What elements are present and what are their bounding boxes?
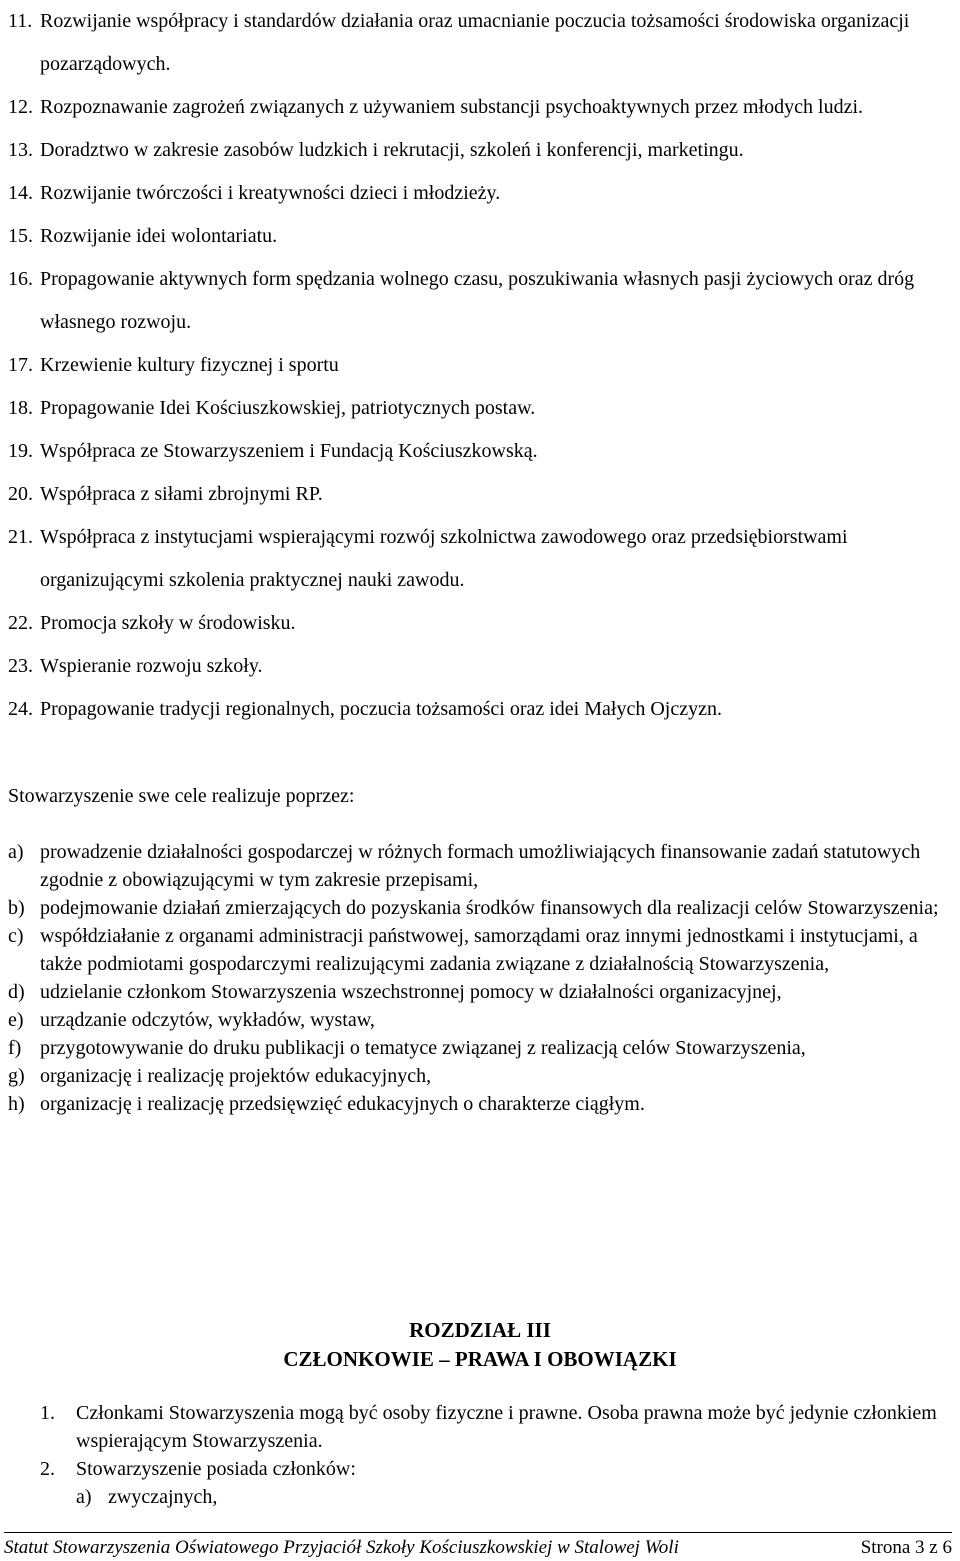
list-marker: 24. (8, 698, 33, 720)
list-item (8, 387, 953, 430)
list-item-text: Stowarzyszenie posiada członków: (76, 1458, 356, 1480)
list-marker: 16. (8, 268, 33, 290)
list-item (8, 645, 953, 688)
list-marker: d) (8, 981, 25, 1003)
list-item (8, 1062, 953, 1090)
list-item-text: organizację i realizację projektów edukacyjnych, (40, 1065, 432, 1087)
list-item (8, 172, 953, 215)
list-item-text: Współpraca z siłami zbrojnymi RP. (40, 483, 323, 505)
list-item (8, 215, 953, 258)
list-item-text: organizację i realizację przedsięwzięć edukacyjnych o charakterze ciągłym. (40, 1093, 645, 1115)
list-marker: 11. (8, 10, 33, 32)
chapter-number: ROZDZIAŁ III (409, 1318, 551, 1342)
list-marker: 23. (8, 655, 33, 677)
list-item (8, 602, 953, 645)
list-marker: f) (8, 1037, 22, 1059)
list-marker: a) (8, 841, 24, 863)
list-item-text: udzielanie członkom Stowarzyszenia wszechstronnej pomocy w działalności organizacyjnej, (40, 981, 782, 1003)
list-item (8, 688, 953, 731)
list-item (8, 430, 953, 473)
list-item-text: urządzanie odczytów, wykładów, wystaw, (40, 1009, 375, 1031)
list-item (8, 978, 953, 1006)
list-item (40, 1399, 958, 1455)
list-item-text: Rozwijanie współpracy i standardów działania oraz umacnianie poczucia tożsamości środowiska organizacji pozarządowych. (40, 10, 910, 75)
list-marker: 21. (8, 526, 33, 548)
list-marker: 15. (8, 225, 33, 247)
goals-list (8, 0, 953, 731)
means-intro: Stowarzyszenie swe cele realizuje poprzez: (8, 785, 355, 807)
list-marker: h) (8, 1093, 25, 1115)
list-marker: 14. (8, 182, 33, 204)
list-marker: 18. (8, 397, 33, 419)
means-list (8, 838, 953, 1118)
list-item-text: współdziałanie z organami administracji państwowej, samorządami oraz innymi jednostkami i instytucjami, a także podmiotami gospodarczymi realizującymi zadania związane z działalnością Stowarzyszenia, (40, 925, 918, 975)
list-item (40, 1455, 958, 1483)
list-item (8, 516, 953, 602)
list-marker: 17. (8, 354, 33, 376)
list-item (8, 86, 953, 129)
list-item-text: Krzewienie kultury fizycznej i sportu (40, 354, 339, 376)
list-marker: 22. (8, 612, 33, 634)
list-item-text: Propagowanie tradycji regionalnych, poczucia tożsamości oraz idei Małych Ojczyzn. (40, 698, 722, 720)
list-item (8, 838, 953, 894)
list-item (8, 1090, 953, 1118)
footer-divider (4, 1532, 952, 1533)
list-marker: e) (8, 1009, 24, 1031)
page-footer (4, 1535, 952, 1561)
list-item-text: Członkami Stowarzyszenia mogą być osoby fizyczne i prawne. Osoba prawna może być jedynie członkiem wspierającym Stowarzyszenia. (76, 1402, 937, 1452)
list-item-text: zwyczajnych, (108, 1486, 218, 1508)
members-list (40, 1399, 958, 1511)
list-item-text: przygotowywanie do druku publikacji o tematyce związanej z realizacją celów Stowarzyszenia, (40, 1037, 806, 1059)
list-item-text: Rozwijanie idei wolontariatu. (40, 225, 278, 247)
list-item (40, 1483, 958, 1511)
list-marker: 19. (8, 440, 33, 462)
list-marker: c) (8, 925, 24, 947)
list-item-text: Promocja szkoły w środowisku. (40, 612, 296, 634)
list-item-text: Propagowanie Idei Kościuszkowskiej, patriotycznych postaw. (40, 397, 536, 419)
list-item-text: Rozwijanie twórczości i kreatywności dzieci i młodzieży. (40, 182, 501, 204)
list-item (8, 129, 953, 172)
list-marker: 20. (8, 483, 33, 505)
list-item (8, 1034, 953, 1062)
list-marker: 2. (40, 1458, 55, 1480)
chapter-title: CZŁONKOWIE – PRAWA I OBOWIĄZKI (283, 1347, 677, 1371)
list-item-text: podejmowanie działań zmierzających do pozyskania środków finansowych dla realizacji celów Stowarzyszenia; (40, 897, 939, 919)
list-marker: 13. (8, 139, 33, 161)
list-item-text: Współpraca ze Stowarzyszeniem i Fundacją Kościuszkowską. (40, 440, 538, 462)
list-item (8, 344, 953, 387)
list-item-text: Wspieranie rozwoju szkoły. (40, 655, 263, 677)
list-marker: 1. (40, 1402, 55, 1424)
chapter-heading (0, 1316, 960, 1374)
list-item-text: Propagowanie aktywnych form spędzania wolnego czasu, poszukiwania własnych pasji życiowych oraz dróg własnego rozwoju. (40, 268, 915, 333)
list-marker: b) (8, 897, 25, 919)
list-item-text: prowadzenie działalności gospodarczej w różnych formach umożliwiających finansowanie zadań statutowych zgodnie z obowiązującymi w tym zakresie przepisami, (40, 841, 921, 891)
list-item (8, 258, 953, 344)
list-item (8, 894, 953, 922)
list-item (8, 1006, 953, 1034)
list-marker: a) (76, 1486, 92, 1508)
list-item (8, 0, 953, 86)
footer-title: Statut Stowarzyszenia Oświatowego Przyjaciół Szkoły Kościuszkowskiej w Stalowej Woli (4, 1537, 679, 1558)
list-item-text: Doradztwo w zakresie zasobów ludzkich i rekrutacji, szkoleń i konferencji, marketingu. (40, 139, 744, 161)
list-item-text: Rozpoznawanie zagrożeń związanych z używaniem substancji psychoaktywnych przez młodych ludzi. (40, 96, 864, 118)
page-number: Strona 3 z 6 (860, 1537, 952, 1558)
list-marker: 12. (8, 96, 33, 118)
list-item (8, 922, 953, 978)
list-item (8, 473, 953, 516)
list-item-text: Współpraca z instytucjami wspierającymi rozwój szkolnictwa zawodowego oraz przedsiębiorstwami organizującymi szkolenia praktycznej nauki zawodu. (40, 526, 848, 591)
list-marker: g) (8, 1065, 25, 1087)
